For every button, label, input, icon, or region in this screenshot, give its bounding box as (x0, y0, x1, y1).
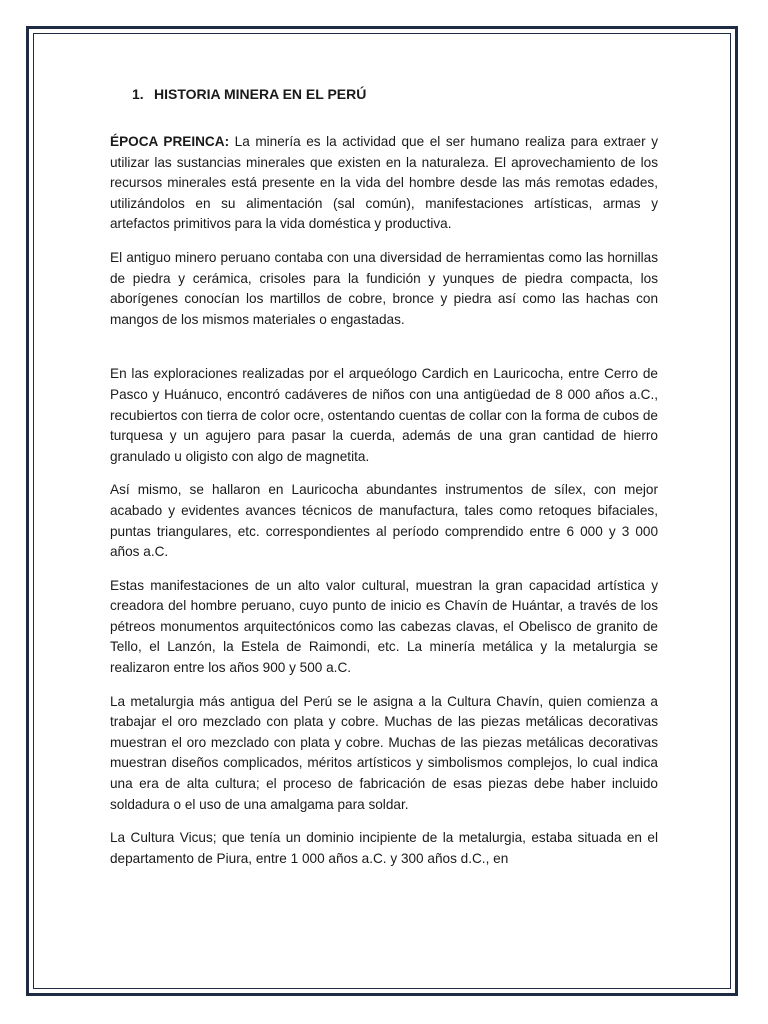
section-heading (132, 84, 658, 104)
paragraph-cultura-vicus: La Cultura Vicus; que tenía un dominio incipiente de la metalurgia, estaba situada en el departamento de Piura, entre 1 000 años a.C. y 300 años d.C., en (110, 830, 658, 866)
document-body (110, 84, 658, 882)
section-title: HISTORIA MINERA EN EL PERÚ (154, 86, 367, 102)
paragraph-lead: ÉPOCA PREINCA: (110, 134, 230, 149)
section-number: 1. (132, 86, 144, 102)
paragraph-silex: Así mismo, se hallaron en Lauricocha abundantes instrumentos de sílex, con mejor acabado y evidentes avances técnicos de manufactura, tales como retoques bifaciales, puntas triangulares, etc. correspondientes al período comprendido entre 6 000 y 3 000 años a.C. (110, 482, 658, 560)
paragraph-herramientas: El antiguo minero peruano contaba con una diversidad de herramientas como las hornillas de piedra y cerámica, crisoles para la fundición y yunques de piedra compacta, los aborígenes conocían los martillos de cobre, bronce y piedra así como las hachas con mangos de los mismos materiales o engastadas. (110, 249, 658, 327)
paragraph-epoca-preinca (110, 132, 658, 235)
paragraph-exploraciones: En las exploraciones realizadas por el arqueólogo Cardich en Lauricocha, entre Cerro de Pasco y Huánuco, encontró cadáveres de niños con una antigüedad de 8 000 años a.C., recubiertos con tierra de color ocre, ostentando cuentas de collar con la forma de cubos de turquesa y un agujero para pasar la cuerda, además de una gran cantidad de hierro granulado u oligisto con algo de magnetita. (110, 366, 658, 464)
paragraph-manifestaciones: Estas manifestaciones de un alto valor cultural, muestran la gran capacidad artística y creadora del hombre peruano, cuyo punto de inicio es Chavín de Huántar, a través de los pétreos monumentos arquitectónicos como las cabezas clavas, el Obelisco de granito de Tello, el Lanzón, la Estela de Raimondi, etc. La minería metálica y la metalurgia se realizaron entre los años 900 y 500 a.C. (110, 577, 658, 676)
paragraph-metalurgia-chavin: La metalurgia más antigua del Perú se le asigna a la Cultura Chavín, quien comienza a trabajar el oro mezclado con plata y cobre. Muchas de las piezas metálicas decorativas muestran el oro mezclado con plata y cobre. Muchas de las piezas metálicas decorativas muestran diseños complicados, méritos artísticos y simbolismos complejos, lo cual indica una era de alta cultura; el proceso de fabricación de esas piezas debe haber incluido soldadura o el uso de una amalgama para soldar. (110, 693, 658, 812)
paragraph-text: La minería es la actividad que el ser humano realiza para extraer y utilizar las sustancias minerales que existen en la naturaleza. El aprovechamiento de los recursos minerales está presente en la vida del hombre desde las más remotas edades, utilizándolos en su alimentación (sal común), manifestaciones artísticas, armas y artefactos primitivos para la vida doméstica y productiva. (110, 134, 658, 232)
